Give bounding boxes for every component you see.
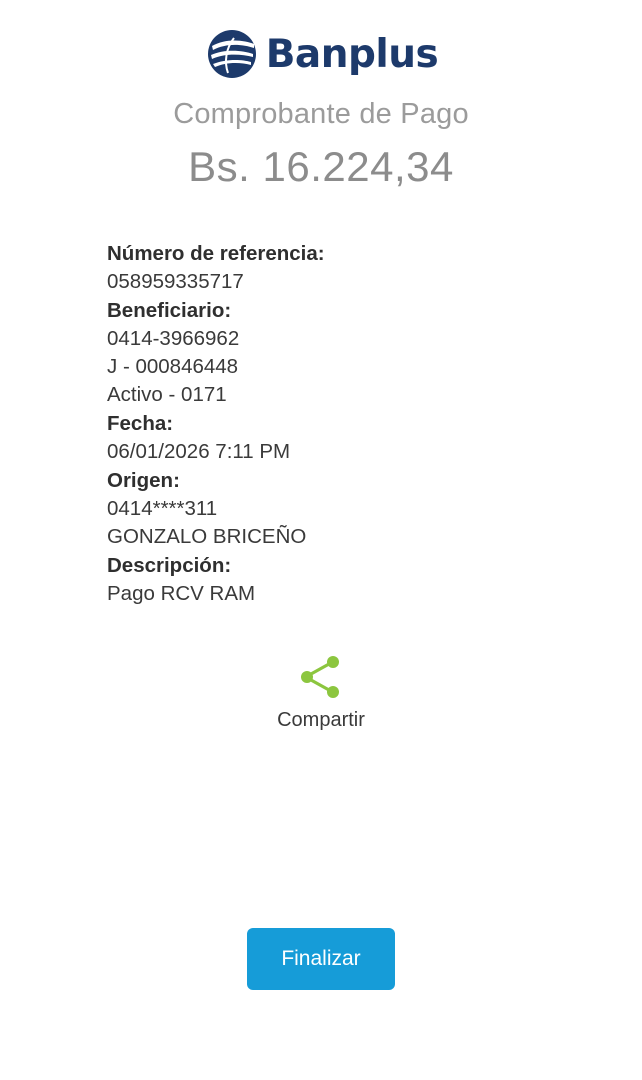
detail-value-beneficiary-phone: 0414-3966962 (107, 327, 240, 350)
detail-label-description: Descripción: (107, 554, 232, 577)
receipt-details (0, 239, 642, 608)
detail-label-origin: Origen: (107, 469, 180, 492)
detail-value-beneficiary-account: Activo - 0171 (107, 383, 227, 406)
detail-value-date: 06/01/2026 7:11 PM (107, 440, 291, 463)
brand-name: Banplus (265, 31, 439, 77)
finish-button[interactable]: Finalizar (247, 928, 395, 990)
banplus-globe-icon (204, 26, 260, 82)
share-icon[interactable] (298, 654, 344, 700)
detail-label-beneficiary: Beneficiario: (107, 299, 232, 322)
detail-value-beneficiary-id: J - 000846448 (107, 355, 239, 378)
detail-value-reference: 058959335717 (107, 270, 244, 293)
detail-value-description: Pago RCV RAM (107, 582, 256, 605)
amount-value: Bs. 16.224,34 (188, 143, 454, 190)
page-title: Comprobante de Pago (173, 98, 469, 130)
detail-value-origin-name: GONZALO BRICEÑO (107, 525, 307, 548)
detail-label-reference: Número de referencia: (107, 242, 325, 265)
share-button[interactable] (277, 654, 365, 732)
share-label: Compartir (277, 709, 365, 731)
detail-label-date: Fecha: (107, 412, 174, 435)
brand-logo (204, 26, 439, 82)
detail-value-origin-account: 0414****311 (107, 497, 218, 520)
